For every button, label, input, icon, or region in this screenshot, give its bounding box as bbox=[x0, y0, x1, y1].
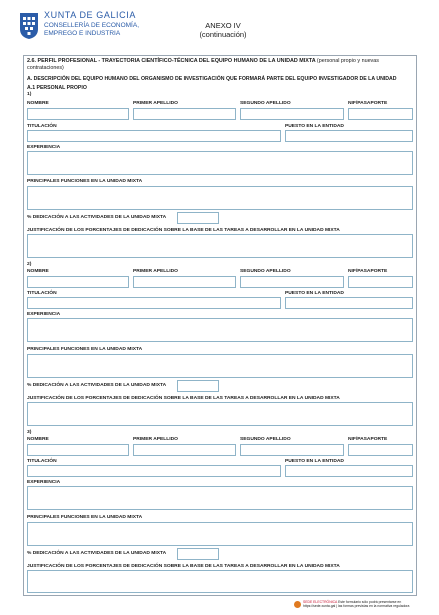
person-3-nif-input[interactable] bbox=[348, 444, 413, 456]
person-3-titulacion-input[interactable] bbox=[27, 465, 281, 477]
person-1-segundo-apellido-label: SEGUNDO APELLIDO bbox=[240, 101, 291, 106]
person-2-nombre-label: NOMBRE bbox=[27, 269, 49, 274]
person-1-dedicacion-label: % DEDICACIÓN A LAS ACTIVIDADES DE LA UNIDAD MIXTA bbox=[27, 215, 167, 220]
person-3-experiencia-label: EXPERIENCIA bbox=[27, 480, 61, 485]
person-2-number: 2) bbox=[27, 262, 32, 267]
person-3-nif-label: NIF/PASAPORTE bbox=[348, 437, 388, 442]
person-2-experiencia-label: EXPERIENCIA bbox=[27, 312, 61, 317]
sede-electronica-icon bbox=[294, 601, 301, 608]
brand-name: XUNTA DE GALICIA bbox=[44, 10, 136, 20]
person-3-funciones-label: PRINCIPALES FUNCIONES EN LA UNIDAD MIXTA bbox=[27, 515, 143, 520]
person-1-primer-apellido-label: PRIMER APELLIDO bbox=[133, 101, 178, 106]
department-line-2: EMPREGO E INDUSTRIA bbox=[44, 30, 121, 37]
person-1-titulacion-label: TITULACIÓN bbox=[27, 124, 57, 129]
person-3-nombre-label: NOMBRE bbox=[27, 437, 49, 442]
person-3-experiencia-textarea[interactable] bbox=[27, 486, 413, 510]
person-3-nombre-input[interactable] bbox=[27, 444, 129, 456]
section-title bbox=[27, 58, 413, 71]
person-1-nif-input[interactable] bbox=[348, 108, 413, 120]
footer-line-2: https://sede.xunta.gal | las formas previstas en la normativa reguladora bbox=[303, 604, 410, 608]
footer-line-1: Este formulario sólo podrá presentarse en bbox=[338, 600, 402, 604]
person-3-dedicacion-input[interactable] bbox=[177, 548, 219, 560]
person-2-puesto-label: PUESTO EN LA ENTIDAD bbox=[285, 291, 344, 296]
person-1-experiencia-label: EXPERIENCIA bbox=[27, 145, 61, 150]
person-2-titulacion-input[interactable] bbox=[27, 297, 281, 309]
annex-title bbox=[188, 22, 258, 39]
person-2-primer-apellido-input[interactable] bbox=[133, 276, 236, 288]
person-3-dedicacion-label: % DEDICACIÓN A LAS ACTIVIDADES DE LA UNIDAD MIXTA bbox=[27, 551, 167, 556]
annex-label: ANEXO IV bbox=[205, 21, 241, 30]
person-1-puesto-label: PUESTO EN LA ENTIDAD bbox=[285, 124, 344, 129]
person-3-titulacion-label: TITULACIÓN bbox=[27, 459, 57, 464]
person-2-justificacion-label: JUSTIFICACIÓN DE LOS PORCENTAJES DE DEDICACIÓN SOBRE LA BASE DE LAS TAREAS A DESARROLLAR EN LA UNIDAD MIXTA bbox=[27, 396, 340, 401]
person-1-nif-label: NIF/PASAPORTE bbox=[348, 101, 388, 106]
person-2-funciones-label: PRINCIPALES FUNCIONES EN LA UNIDAD MIXTA bbox=[27, 347, 143, 352]
section-title-note: (personal propio y nuevas contrataciones) bbox=[27, 58, 379, 71]
person-2-primer-apellido-label: PRIMER APELLIDO bbox=[133, 269, 178, 274]
sede-electronica-label: SEDE ELECTRÓNICA bbox=[303, 600, 338, 604]
person-1-number: 1) bbox=[27, 92, 32, 97]
person-2-dedicacion-label: % DEDICACIÓN A LAS ACTIVIDADES DE LA UNIDAD MIXTA bbox=[27, 383, 167, 388]
person-1-justificacion-label: JUSTIFICACIÓN DE LOS PORCENTAJES DE DEDICACIÓN SOBRE LA BASE DE LAS TAREAS A DESARROLLAR EN LA UNIDAD MIXTA bbox=[27, 228, 340, 233]
person-1-dedicacion-input[interactable] bbox=[177, 212, 219, 224]
person-2-nombre-input[interactable] bbox=[27, 276, 129, 288]
department-name bbox=[44, 22, 139, 38]
person-1-primer-apellido-input[interactable] bbox=[133, 108, 236, 120]
person-2-dedicacion-input[interactable] bbox=[177, 380, 219, 392]
person-3-primer-apellido-input[interactable] bbox=[133, 444, 236, 456]
person-3-funciones-textarea[interactable] bbox=[27, 522, 413, 546]
person-1-funciones-label: PRINCIPALES FUNCIONES EN LA UNIDAD MIXTA bbox=[27, 179, 143, 184]
annex-subtitle: (continuación) bbox=[199, 29, 247, 39]
person-1-segundo-apellido-input[interactable] bbox=[240, 108, 344, 120]
person-1-puesto-input[interactable] bbox=[285, 130, 413, 142]
person-3-segundo-apellido-label: SEGUNDO APELLIDO bbox=[240, 437, 291, 442]
section-title-text: 2.6. PERFIL PROFESIONAL - TRAYECTORIA CIENTÍFICO-TÉCNICA DEL EQUIPO HUMANO DE LA UNIDAD MIXTA bbox=[27, 58, 316, 64]
subsection-a1-title: A.1 PERSONAL PROPIO bbox=[27, 85, 87, 91]
person-1-nombre-input[interactable] bbox=[27, 108, 129, 120]
person-2-nif-label: NIF/PASAPORTE bbox=[348, 269, 388, 274]
person-3-puesto-input[interactable] bbox=[285, 465, 413, 477]
person-3-number: 3) bbox=[27, 430, 32, 435]
page-header bbox=[0, 0, 439, 54]
person-2-justificacion-textarea[interactable] bbox=[27, 402, 413, 426]
person-1-experiencia-textarea[interactable] bbox=[27, 151, 413, 175]
person-3-segundo-apellido-input[interactable] bbox=[240, 444, 344, 456]
person-1-funciones-textarea[interactable] bbox=[27, 186, 413, 210]
person-1-titulacion-input[interactable] bbox=[27, 130, 281, 142]
person-2-segundo-apellido-input[interactable] bbox=[240, 276, 344, 288]
page-footer bbox=[294, 600, 434, 612]
person-3-justificacion-label: JUSTIFICACIÓN DE LOS PORCENTAJES DE DEDICACIÓN SOBRE LA BASE DE LAS TAREAS A DESARROLLAR EN LA UNIDAD MIXTA bbox=[27, 564, 340, 569]
footer-text bbox=[303, 600, 409, 608]
person-2-experiencia-textarea[interactable] bbox=[27, 318, 413, 342]
person-3-primer-apellido-label: PRIMER APELLIDO bbox=[133, 437, 178, 442]
xunta-logo-icon bbox=[19, 12, 39, 40]
person-1-nombre-label: NOMBRE bbox=[27, 101, 49, 106]
person-2-segundo-apellido-label: SEGUNDO APELLIDO bbox=[240, 269, 291, 274]
person-2-funciones-textarea[interactable] bbox=[27, 354, 413, 378]
person-1-justificacion-textarea[interactable] bbox=[27, 234, 413, 258]
person-3-puesto-label: PUESTO EN LA ENTIDAD bbox=[285, 459, 344, 464]
person-3-justificacion-textarea[interactable] bbox=[27, 570, 413, 593]
department-line-1: CONSELLERÍA DE ECONOMÍA, bbox=[44, 22, 139, 29]
person-2-nif-input[interactable] bbox=[348, 276, 413, 288]
person-2-titulacion-label: TITULACIÓN bbox=[27, 291, 57, 296]
person-2-puesto-input[interactable] bbox=[285, 297, 413, 309]
subsection-a-title: A. DESCRIPCIÓN DEL EQUIPO HUMANO DEL ORGANISMO DE INVESTIGACIÓN QUE FORMARÁ PARTE DEL EQUIPO INVESTIGADOR DE LA UNIDAD bbox=[27, 76, 397, 82]
